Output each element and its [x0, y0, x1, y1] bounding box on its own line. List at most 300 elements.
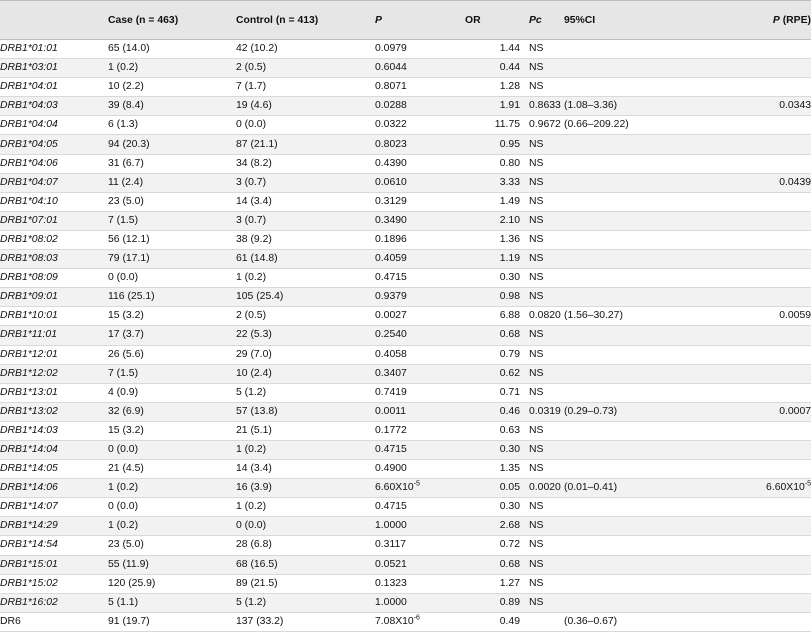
pc-cell: 0.0020: [520, 479, 564, 498]
pc-cell: NS: [520, 173, 564, 192]
p-value-cell: [375, 288, 465, 307]
p-rpe-cell: [658, 498, 811, 517]
control-cell: 10 (2.4): [236, 364, 375, 383]
pc-cell: NS: [520, 269, 564, 288]
ci-cell: (0.01–0.41): [564, 479, 658, 498]
pc-cell: NS: [520, 555, 564, 574]
odds-ratio-cell: 0.05: [465, 479, 520, 498]
case-cell: 1 (0.2): [108, 479, 236, 498]
case-cell: 17 (3.7): [108, 326, 236, 345]
odds-ratio-cell: 0.98: [465, 288, 520, 307]
p-value: 0.3490: [375, 214, 407, 226]
allele-cell: DRB1*04:07: [0, 173, 108, 192]
allele-cell: DRB1*12:02: [0, 364, 108, 383]
odds-ratio-cell: 1.44: [465, 40, 520, 59]
table-row: [0, 345, 811, 364]
table-row: [0, 78, 811, 97]
case-cell: 94 (20.3): [108, 135, 236, 154]
control-cell: 61 (14.8): [236, 250, 375, 269]
odds-ratio-cell: 0.71: [465, 383, 520, 402]
odds-ratio-cell: 1.19: [465, 250, 520, 269]
control-cell: 5 (1.2): [236, 383, 375, 402]
p-value-cell: [375, 555, 465, 574]
table-row: [0, 173, 811, 192]
table-row: [0, 402, 811, 421]
p-value: 1.0000: [375, 520, 407, 532]
allele-cell: DRB1*04:05: [0, 135, 108, 154]
allele-cell: DRB1*14:54: [0, 536, 108, 555]
case-cell: 56 (12.1): [108, 230, 236, 249]
pc-cell: NS: [520, 78, 564, 97]
table-row: [0, 269, 811, 288]
case-cell: 1 (0.2): [108, 517, 236, 536]
odds-ratio-cell: 2.10: [465, 211, 520, 230]
pc-cell: NS: [520, 593, 564, 612]
p-value: 0.0011: [375, 405, 407, 417]
header-ci: 95%CI: [564, 1, 658, 40]
table-row: [0, 154, 811, 173]
p-rpe-cell: [658, 364, 811, 383]
pc-cell: NS: [520, 536, 564, 555]
case-cell: 23 (5.0): [108, 536, 236, 555]
ci-cell: [564, 59, 658, 78]
p-value-cell: [375, 536, 465, 555]
p-rpe-cell: [658, 402, 811, 421]
pc-cell: NS: [520, 574, 564, 593]
case-cell: 0 (0.0): [108, 440, 236, 459]
ci-cell: [564, 230, 658, 249]
p-value: 7.08X10: [375, 615, 414, 627]
ci-cell: [564, 192, 658, 211]
control-cell: 16 (3.9): [236, 479, 375, 498]
p-rpe-cell: [658, 135, 811, 154]
control-cell: 57 (13.8): [236, 402, 375, 421]
p-rpe-value: 0.0343: [779, 100, 811, 112]
p-value-cell: [375, 326, 465, 345]
pc-cell: 0.9672: [520, 116, 564, 135]
table-header-row: [0, 1, 811, 40]
allele-cell: DRB1*04:06: [0, 154, 108, 173]
p-rpe-cell: [658, 555, 811, 574]
ci-cell: [564, 536, 658, 555]
header-or: OR: [465, 1, 520, 40]
p-value: 0.0288: [375, 100, 407, 112]
p-rpe-value: 0.0059: [779, 310, 811, 322]
control-cell: 14 (3.4): [236, 460, 375, 479]
table-row: [0, 326, 811, 345]
p-value: 0.1323: [375, 577, 407, 589]
case-cell: 1 (0.2): [108, 59, 236, 78]
p-value-cell: [375, 307, 465, 326]
p-rpe-cell: [658, 230, 811, 249]
ci-cell: [564, 173, 658, 192]
control-cell: 34 (8.2): [236, 154, 375, 173]
table-row: [0, 250, 811, 269]
p-rpe-value: 0.0007: [779, 405, 811, 417]
p-value: 0.9379: [375, 291, 407, 303]
p-rpe-cell: [658, 97, 811, 116]
ci-cell: [564, 78, 658, 97]
p-value-cell: [375, 269, 465, 288]
case-cell: 32 (6.9): [108, 402, 236, 421]
pc-cell: NS: [520, 59, 564, 78]
ci-cell: (1.08–3.36): [564, 97, 658, 116]
allele-cell: DRB1*16:02: [0, 593, 108, 612]
pc-cell: NS: [520, 498, 564, 517]
control-cell: 5 (1.2): [236, 593, 375, 612]
p-rpe-value: 6.60X10: [766, 482, 805, 494]
p-value: 0.4715: [375, 272, 407, 284]
allele-cell: DR6: [0, 612, 108, 631]
control-cell: 68 (16.5): [236, 555, 375, 574]
table-row: [0, 288, 811, 307]
header-p-rpe-rest: (RPE): [779, 14, 811, 26]
allele-cell: DRB1*12:01: [0, 345, 108, 364]
p-rpe-cell: [658, 383, 811, 402]
case-cell: 15 (3.2): [108, 421, 236, 440]
allele-cell: DRB1*04:03: [0, 97, 108, 116]
allele-cell: DRB1*11:01: [0, 326, 108, 345]
pc-cell: NS: [520, 154, 564, 173]
p-rpe-cell: [658, 440, 811, 459]
p-value: 0.3129: [375, 195, 407, 207]
p-value-cell: [375, 40, 465, 59]
p-value-cell: [375, 192, 465, 211]
table-row: [0, 421, 811, 440]
odds-ratio-cell: 0.46: [465, 402, 520, 421]
allele-cell: DRB1*13:01: [0, 383, 108, 402]
allele-cell: DRB1*04:10: [0, 192, 108, 211]
control-cell: 1 (0.2): [236, 269, 375, 288]
case-cell: 0 (0.0): [108, 498, 236, 517]
p-value-cell: [375, 440, 465, 459]
pc-cell: NS: [520, 288, 564, 307]
ci-cell: [564, 517, 658, 536]
table-row: [0, 498, 811, 517]
p-value: 0.0610: [375, 176, 407, 188]
pc-cell: NS: [520, 250, 564, 269]
control-cell: 2 (0.5): [236, 59, 375, 78]
control-cell: 38 (9.2): [236, 230, 375, 249]
allele-cell: DRB1*04:01: [0, 78, 108, 97]
pc-cell: NS: [520, 40, 564, 59]
case-cell: 6 (1.3): [108, 116, 236, 135]
p-value-cell: [375, 364, 465, 383]
allele-cell: DRB1*14:06: [0, 479, 108, 498]
table-body: [0, 40, 811, 632]
ci-cell: [564, 383, 658, 402]
p-value-cell: [375, 59, 465, 78]
p-value: 0.0322: [375, 119, 407, 131]
case-cell: 15 (3.2): [108, 307, 236, 326]
p-rpe-cell: [658, 345, 811, 364]
header-allele: [0, 1, 108, 40]
ci-cell: [564, 269, 658, 288]
table-row: [0, 460, 811, 479]
allele-cell: DRB1*14:04: [0, 440, 108, 459]
p-value: 0.4715: [375, 501, 407, 513]
odds-ratio-cell: 11.75: [465, 116, 520, 135]
table-row: [0, 230, 811, 249]
pc-cell: NS: [520, 440, 564, 459]
p-value: 0.2540: [375, 329, 407, 341]
ci-cell: (1.56–30.27): [564, 307, 658, 326]
control-cell: 137 (33.2): [236, 612, 375, 631]
header-p-rpe-italic: P: [772, 14, 780, 26]
odds-ratio-cell: 0.79: [465, 345, 520, 364]
p-value: 0.0979: [375, 43, 407, 55]
case-cell: 11 (2.4): [108, 173, 236, 192]
p-rpe-cell: [658, 593, 811, 612]
odds-ratio-cell: 0.30: [465, 498, 520, 517]
control-cell: 89 (21.5): [236, 574, 375, 593]
odds-ratio-cell: 1.27: [465, 574, 520, 593]
p-rpe-cell: [658, 40, 811, 59]
odds-ratio-cell: 2.68: [465, 517, 520, 536]
p-value-cell: [375, 517, 465, 536]
header-p-rpe: [658, 1, 811, 40]
table-row: [0, 116, 811, 135]
allele-cell: DRB1*08:09: [0, 269, 108, 288]
table-row: [0, 192, 811, 211]
odds-ratio-cell: 1.49: [465, 192, 520, 211]
p-value-cell: [375, 345, 465, 364]
odds-ratio-cell: 1.35: [465, 460, 520, 479]
ci-cell: [564, 250, 658, 269]
p-value: 0.3117: [375, 539, 407, 551]
pc-cell: NS: [520, 192, 564, 211]
p-value: 0.8023: [375, 138, 407, 150]
p-rpe-cell: [658, 479, 811, 498]
p-value: 0.4900: [375, 463, 407, 475]
p-value-cell: [375, 173, 465, 192]
allele-cell: DRB1*08:02: [0, 230, 108, 249]
odds-ratio-cell: 0.89: [465, 593, 520, 612]
ci-cell: [564, 460, 658, 479]
odds-ratio-cell: 0.68: [465, 326, 520, 345]
p-value-cell: [375, 421, 465, 440]
table-row: [0, 135, 811, 154]
p-value-cell: [375, 230, 465, 249]
allele-cell: DRB1*15:02: [0, 574, 108, 593]
control-cell: 0 (0.0): [236, 517, 375, 536]
control-cell: 21 (5.1): [236, 421, 375, 440]
p-value-exponent: -5: [413, 480, 420, 488]
pc-cell: NS: [520, 421, 564, 440]
case-cell: 39 (8.4): [108, 97, 236, 116]
case-cell: 10 (2.2): [108, 78, 236, 97]
p-rpe-cell: [658, 517, 811, 536]
header-p: P: [375, 1, 465, 40]
p-value: 0.0027: [375, 310, 407, 322]
ci-cell: [564, 593, 658, 612]
control-cell: 1 (0.2): [236, 498, 375, 517]
case-cell: 4 (0.9): [108, 383, 236, 402]
odds-ratio-cell: 0.62: [465, 364, 520, 383]
ci-cell: [564, 498, 658, 517]
p-rpe-cell: [658, 192, 811, 211]
allele-cell: DRB1*01:01: [0, 40, 108, 59]
pc-cell: 0.0319: [520, 402, 564, 421]
pc-cell: 0.0820: [520, 307, 564, 326]
odds-ratio-cell: 6.88: [465, 307, 520, 326]
ci-cell: [564, 135, 658, 154]
table-row: [0, 307, 811, 326]
p-rpe-cell: [658, 307, 811, 326]
allele-cell: DRB1*13:02: [0, 402, 108, 421]
p-rpe-cell: [658, 574, 811, 593]
odds-ratio-cell: 0.63: [465, 421, 520, 440]
p-rpe-cell: [658, 173, 811, 192]
p-value: 0.4715: [375, 444, 407, 456]
p-value: 1.0000: [375, 596, 407, 608]
ci-cell: [564, 211, 658, 230]
odds-ratio-cell: 0.80: [465, 154, 520, 173]
p-rpe-cell: [658, 460, 811, 479]
pc-cell: NS: [520, 383, 564, 402]
ci-cell: [564, 345, 658, 364]
header-case: Case (n = 463): [108, 1, 236, 40]
control-cell: 29 (7.0): [236, 345, 375, 364]
allele-cell: DRB1*07:01: [0, 211, 108, 230]
odds-ratio-cell: 1.36: [465, 230, 520, 249]
p-value-cell: [375, 116, 465, 135]
p-value-cell: [375, 612, 465, 631]
p-value-cell: [375, 574, 465, 593]
p-value-cell: [375, 593, 465, 612]
p-rpe-cell: [658, 326, 811, 345]
p-value: 6.60X10: [375, 482, 414, 494]
control-cell: 0 (0.0): [236, 116, 375, 135]
allele-cell: DRB1*14:29: [0, 517, 108, 536]
p-rpe-cell: [658, 154, 811, 173]
p-value-cell: [375, 479, 465, 498]
table-row: [0, 383, 811, 402]
odds-ratio-cell: 1.91: [465, 97, 520, 116]
p-value-cell: [375, 135, 465, 154]
control-cell: 105 (25.4): [236, 288, 375, 307]
p-rpe-cell: [658, 250, 811, 269]
control-cell: 28 (6.8): [236, 536, 375, 555]
table-row: [0, 536, 811, 555]
p-value-exponent: -6: [413, 614, 420, 622]
table-row: [0, 97, 811, 116]
ci-cell: [564, 326, 658, 345]
p-rpe-value: 0.0439: [779, 176, 811, 188]
p-value-cell: [375, 402, 465, 421]
odds-ratio-cell: 0.30: [465, 440, 520, 459]
case-cell: 31 (6.7): [108, 154, 236, 173]
p-rpe-exponent: -5: [804, 480, 811, 488]
table-row: [0, 517, 811, 536]
ci-cell: (0.36–0.67): [564, 612, 658, 631]
odds-ratio-cell: 3.33: [465, 173, 520, 192]
p-value: 0.1896: [375, 233, 407, 245]
case-cell: 7 (1.5): [108, 211, 236, 230]
table-row: [0, 574, 811, 593]
case-cell: 91 (19.7): [108, 612, 236, 631]
ci-cell: [564, 40, 658, 59]
allele-cell: DRB1*14:03: [0, 421, 108, 440]
case-cell: 55 (11.9): [108, 555, 236, 574]
p-rpe-cell: [658, 612, 811, 631]
p-value: 0.6044: [375, 62, 407, 74]
p-rpe-cell: [658, 78, 811, 97]
p-rpe-cell: [658, 269, 811, 288]
p-value-cell: [375, 78, 465, 97]
header-pc: Pc: [520, 1, 564, 40]
table-row: [0, 59, 811, 78]
p-value-cell: [375, 211, 465, 230]
allele-cell: DRB1*14:07: [0, 498, 108, 517]
case-cell: 7 (1.5): [108, 364, 236, 383]
ci-cell: [564, 555, 658, 574]
odds-ratio-cell: 0.95: [465, 135, 520, 154]
case-cell: 23 (5.0): [108, 192, 236, 211]
p-rpe-cell: [658, 421, 811, 440]
p-value: 0.4058: [375, 348, 407, 360]
p-value-cell: [375, 460, 465, 479]
ci-cell: [564, 421, 658, 440]
p-value: 0.0521: [375, 558, 407, 570]
pc-cell: NS: [520, 211, 564, 230]
p-value: 0.4059: [375, 253, 407, 265]
allele-cell: DRB1*14:05: [0, 460, 108, 479]
p-rpe-cell: [658, 116, 811, 135]
control-cell: 2 (0.5): [236, 307, 375, 326]
table-row: [0, 211, 811, 230]
ci-cell: [564, 288, 658, 307]
p-value: 0.7419: [375, 386, 407, 398]
p-rpe-cell: [658, 211, 811, 230]
p-value: 0.1772: [375, 424, 407, 436]
odds-ratio-cell: 0.68: [465, 555, 520, 574]
odds-ratio-cell: 0.72: [465, 536, 520, 555]
allele-cell: DRB1*15:01: [0, 555, 108, 574]
case-cell: 65 (14.0): [108, 40, 236, 59]
p-value: 0.4390: [375, 157, 407, 169]
odds-ratio-cell: 0.30: [465, 269, 520, 288]
p-rpe-cell: [658, 288, 811, 307]
table-row: [0, 440, 811, 459]
allele-cell: DRB1*04:04: [0, 116, 108, 135]
case-cell: 5 (1.1): [108, 593, 236, 612]
allele-cell: DRB1*10:01: [0, 307, 108, 326]
case-cell: 0 (0.0): [108, 269, 236, 288]
p-rpe-cell: [658, 536, 811, 555]
table-row: [0, 555, 811, 574]
ci-cell: [564, 154, 658, 173]
table-row: [0, 364, 811, 383]
control-cell: 3 (0.7): [236, 211, 375, 230]
allele-cell: DRB1*08:03: [0, 250, 108, 269]
control-cell: 19 (4.6): [236, 97, 375, 116]
table-row: [0, 612, 811, 631]
control-cell: 22 (5.3): [236, 326, 375, 345]
control-cell: 1 (0.2): [236, 440, 375, 459]
allele-cell: DRB1*09:01: [0, 288, 108, 307]
p-value: 0.3407: [375, 367, 407, 379]
pc-cell: NS: [520, 460, 564, 479]
pc-cell: NS: [520, 517, 564, 536]
table-row: [0, 593, 811, 612]
p-value-cell: [375, 97, 465, 116]
odds-ratio-cell: 0.49: [465, 612, 520, 631]
ci-cell: (0.29–0.73): [564, 402, 658, 421]
p-value-cell: [375, 383, 465, 402]
pc-cell: NS: [520, 135, 564, 154]
control-cell: 42 (10.2): [236, 40, 375, 59]
